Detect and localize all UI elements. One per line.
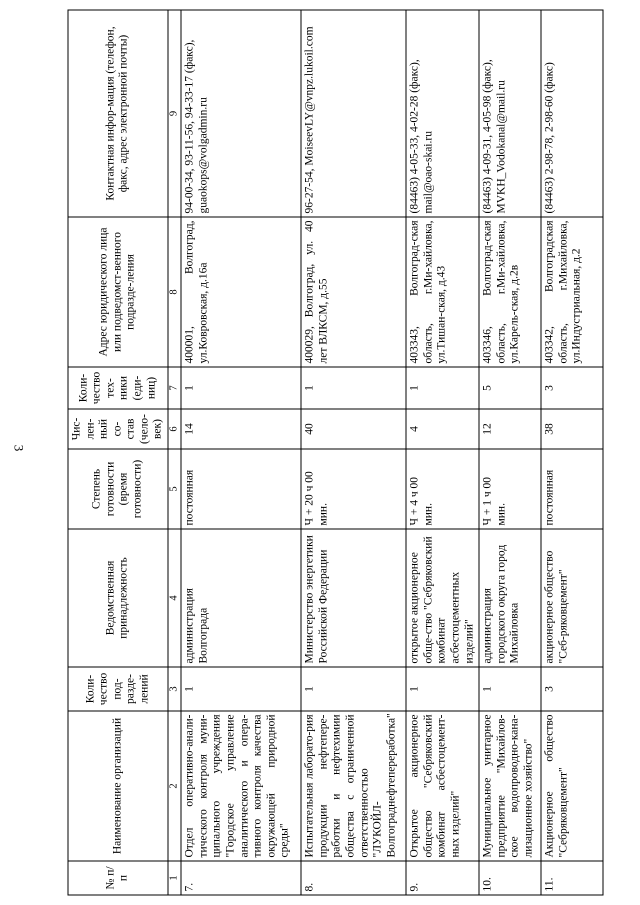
table-row — [541, 10, 603, 895]
column-number: 7 — [168, 367, 181, 409]
row-number: 9. — [406, 861, 479, 895]
column-number: 1 — [168, 861, 181, 895]
department: акционерное общество "Себ-ряковцемент" — [541, 529, 603, 667]
units-count: 3 — [541, 667, 603, 711]
rotated-page — [68, 10, 583, 895]
units-count: 1 — [301, 667, 406, 711]
row-number: 11. — [541, 861, 603, 895]
staff-count: 40 — [301, 409, 406, 449]
column-number: 9 — [168, 10, 181, 217]
equipment-count: 5 — [479, 367, 541, 409]
address: 400029, Волгоград, ул. 40 лет ВЛКСМ, д.55 — [301, 217, 406, 367]
contacts: (84463) 2-98-78, 2-98-60 (факс) — [541, 10, 603, 217]
units-count: 1 — [406, 667, 479, 711]
contacts: (84463) 4-05-33, 4-02-28 (факс), mail@oao-skai.ru — [406, 10, 479, 217]
units-count: 1 — [181, 667, 301, 711]
address: 400001, Волгоград, ул.Ковровская, д.16а — [181, 217, 301, 367]
department: администрация городского округа город Михайловка — [479, 529, 541, 667]
equipment-count: 1 — [301, 367, 406, 409]
column-number: 4 — [168, 529, 181, 667]
table-row — [181, 10, 301, 895]
table-row — [301, 10, 406, 895]
organization-name: Испытательная лаборато-рия продукции нефтепере-работки и нефтехимии общества с ограниченной ответственностью "ЛУКОЙЛ-Волгограднефтепереработка" — [301, 711, 406, 861]
table-row — [479, 10, 541, 895]
header-row — [68, 10, 168, 895]
organization-name: Муниципальное унитарное предприятие "Михайлов-ское водопроводно-кана-лизационное хозяйство" — [479, 711, 541, 861]
contacts: 96-27-54, MoiseevLY@vnpz.lukoil.com — [301, 10, 406, 217]
header-cell: № п/п — [68, 861, 168, 895]
organization-name: Акционерное общество "Себряковцемент" — [541, 711, 603, 861]
address: 403343, Волгоград-ская область, г.Ми-хайловка, ул.Тишан-ская, д.43 — [406, 217, 479, 367]
contacts: 94-00-34, 93-11-56, 94-33-17 (факс), guaokops@volgadmin.ru — [181, 10, 301, 217]
column-number: 5 — [168, 449, 181, 529]
header-cell: Коли-чество тех-ники (еди-ниц) — [68, 367, 168, 409]
column-number: 2 — [168, 711, 181, 861]
readiness: постоянная — [541, 449, 603, 529]
page-number: 3 — [11, 444, 27, 452]
department: Министерство энергетики Российской Федерации — [301, 529, 406, 667]
column-number: 3 — [168, 667, 181, 711]
staff-count: 12 — [479, 409, 541, 449]
department: администрация Волгограда — [181, 529, 301, 667]
row-number: 7. — [181, 861, 301, 895]
address: 403346, Волгоград-ская область, г.Ми-хайловка, ул.Карель-ская, д.2в — [479, 217, 541, 367]
organization-name: Открытое акционерное общество "Себряковский комбинат асбестоцемент-ных изделий" — [406, 711, 479, 861]
equipment-count: 3 — [541, 367, 603, 409]
staff-count: 4 — [406, 409, 479, 449]
contacts: (84463) 4-09-31, 4-05-98 (факс), MVKH_Vodokanal@mail.ru — [479, 10, 541, 217]
organization-name: Отдел оперативно-анали-тического контроля муни-ципального учреждения "Городское управление аналитического и опера-тивного контроля качества окружающей природной среды" — [181, 711, 301, 861]
header-cell: Наименование организаций — [68, 711, 168, 861]
address: 403342, Волгоградская область, г.Михайловка, ул.Индустриальная, д.2 — [541, 217, 603, 367]
equipment-count: 1 — [406, 367, 479, 409]
header-cell: Коли-чество под-разде-лений — [68, 667, 168, 711]
header-cell: Ведомственная принадлежность — [68, 529, 168, 667]
units-count: 1 — [479, 667, 541, 711]
readiness: Ч + 4 ч 00 мин. — [406, 449, 479, 529]
equipment-count: 1 — [181, 367, 301, 409]
column-number: 6 — [168, 409, 181, 449]
organizations-table — [68, 9, 604, 895]
header-cell: Чис-лен-ный со-став (чело-век) — [68, 409, 168, 449]
readiness: постоянная — [181, 449, 301, 529]
column-number: 8 — [168, 217, 181, 367]
staff-count: 14 — [181, 409, 301, 449]
header-cell: Адрес юридического лица или подведомст-венного подразде-ления — [68, 217, 168, 367]
department: открытое акционерное обще-ство "Себряковский комбинат асбестоцементных изделий" — [406, 529, 479, 667]
header-cell: Степень готовности (время готовности) — [68, 449, 168, 529]
row-number: 10. — [479, 861, 541, 895]
header-cell: Контактная инфор-мация (телефон, факс, адрес электронной почты) — [68, 10, 168, 217]
table-row — [406, 10, 479, 895]
row-number: 8. — [301, 861, 406, 895]
readiness: Ч + 20 ч 00 мин. — [301, 449, 406, 529]
readiness: Ч + 1 ч 00 мин. — [479, 449, 541, 529]
column-number-row — [168, 10, 181, 895]
staff-count: 38 — [541, 409, 603, 449]
